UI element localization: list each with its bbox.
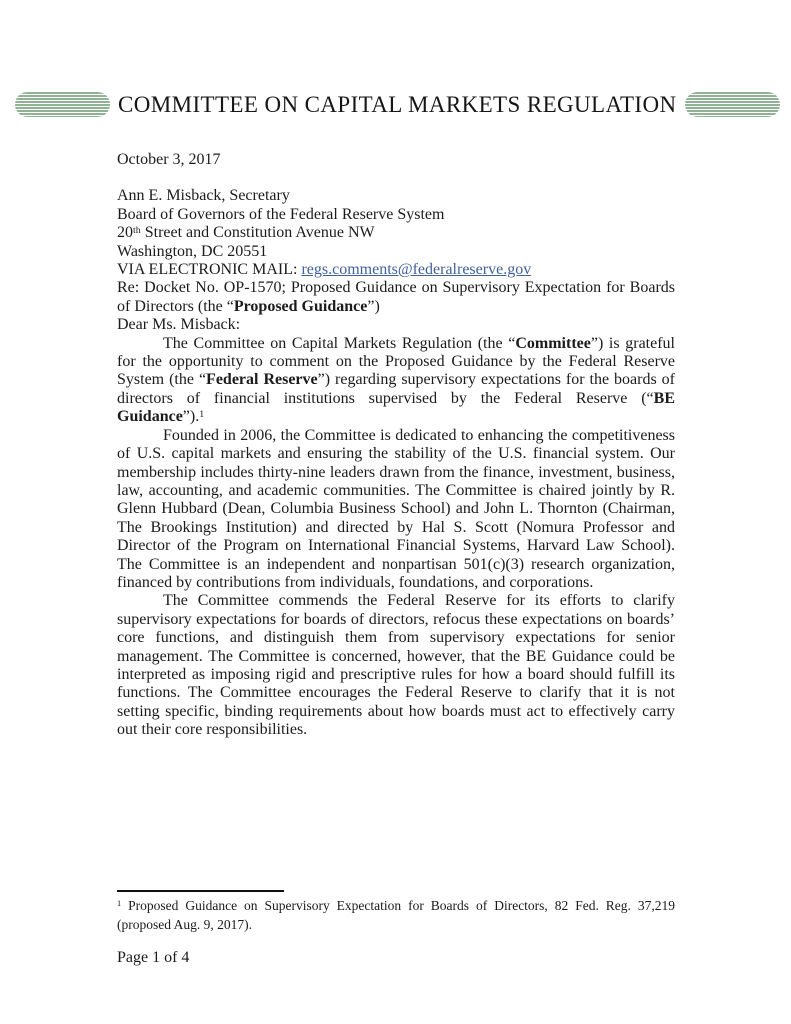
recipient-name-line: Ann E. Misback, Secretary [117,187,290,205]
letterhead [15,92,777,117]
letter-date: October 3, 2017 [117,151,221,168]
footnote-separator-rule [117,890,284,892]
page-number: Page 1 of 4 [117,949,190,966]
letterhead-right-stripes-decoration [685,92,780,117]
footnote-1: $^1$ Proposed Guidance on Supervisory Expectation for Boards of Directors, 82 Fed. Reg. 37,219 (proposed Aug. 9, 2017). [117,898,675,932]
body-paragraph-2: Founded in 2006, the Committee is dedicated to enhancing the competitiveness of U.S. capital markets and ensuring the stability of the U.S. financial system. Our membership includes thirty-nine leaders drawn from the finance, investment, business, law, accounting, and academic communities. The Committee is chaired jointly by R. Glenn Hubbard (Dean, Columbia Business School) and John L. Thornton (Chairman, The Brookings Institution) and directed by Hal S. Scott (Nomura Professor and Director of the Program on International Financial Systems, Harvard Law School). The Committee is an independent and nonpartisan 501(c)(3) research organization, financed by contributions from individuals, foundations, and corporations. [117,426,675,591]
body-paragraph-3: The Committee commends the Federal Reserve for its efforts to clarify supervisory expectations for boards of directors, refocus these expectations on boards’ core functions, and distinguish them from supervisory expectations for senior management. The Committee is concerned, however, that the BE Guidance could be interpreted as imposing rigid and prescriptive rules for how a board should fulfill its functions. The Committee encourages the Federal Reserve to clarify that it is not setting specific, binding requirements about how boards must act to effectively carry out their core responsibilities. [117,592,675,739]
recipient-street-line: 20th Street and Constitution Avenue NW [117,224,375,242]
email-link[interactable]: regs.comments@federalreserve.gov [301,261,532,279]
footnote-area [117,890,675,934]
delivery-method-line: VIA ELECTRONIC MAIL: regs.comments@federalreserve.gov [117,261,532,279]
letterhead-left-stripes-decoration [15,92,110,117]
recipient-address-block [117,187,675,261]
re-subject-line: Re: Docket No. OP-1570; Proposed Guidance on Supervisory Expectation for Boards of Directors (the “Proposed Guidance”) [117,279,675,315]
letterhead-title: COMMITTEE ON CAPITAL MARKETS REGULATION [118,91,677,117]
recipient-city-line: Washington, DC 20551 [117,242,268,260]
recipient-org-line: Board of Governors of the Federal Reserve System [117,205,445,223]
letter-body [117,151,675,740]
body-paragraph-1: The Committee on Capital Markets Regulation (the “Committee”) is grateful for the opportunity to comment on the Proposed Guidance by the Federal Reserve System (the “Federal Reserve”) regarding supervisory expectations for the boards of directors of financial institutions supervised by the Federal Reserve (“BE Guidance”).$^1$ [117,334,676,426]
salutation: Dear Ms. Misback: [117,316,241,334]
